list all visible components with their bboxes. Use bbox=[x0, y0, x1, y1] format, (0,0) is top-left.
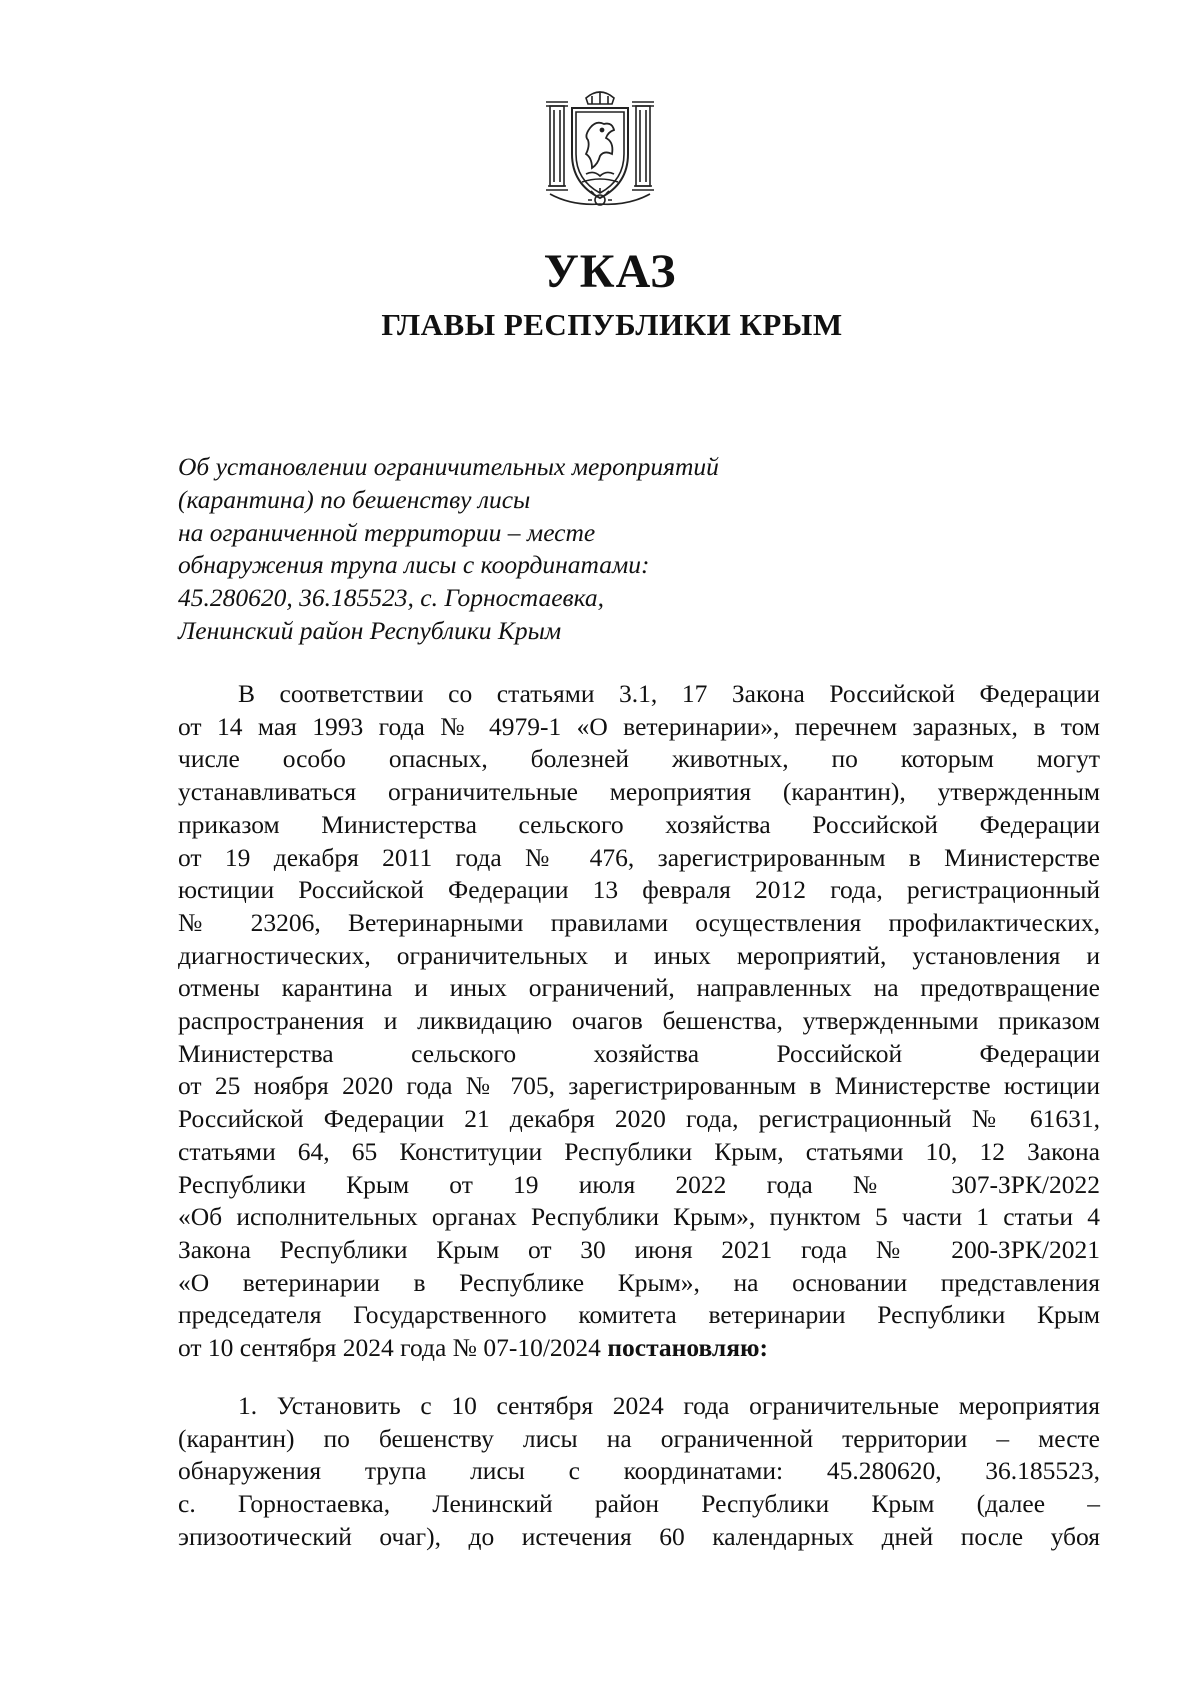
item-1-line: (карантин) по бешенству лисы на ограниченной территории – месте bbox=[178, 1423, 1100, 1453]
preamble-line: «Об исполнительных органах Республики Крым», пунктом 5 части 1 статьи 4 bbox=[178, 1202, 1100, 1232]
preamble-line: приказом Министерства сельского хозяйства Российской Федерации bbox=[178, 809, 1100, 839]
decree-subject bbox=[178, 451, 818, 648]
preamble-paragraph bbox=[178, 678, 1100, 1365]
preamble-last-line bbox=[178, 1332, 1100, 1365]
item-1-line: обнаружения трупа лисы с координатами: 45.280620, 36.185523, bbox=[178, 1456, 1100, 1486]
subject-line: 45.280620, 36.185523, с. Горностаевка, bbox=[178, 583, 605, 613]
item-1-line: 1. Установить с 10 сентября 2024 года ограничительные мероприятия bbox=[238, 1391, 1100, 1420]
subject-line: обнаружения трупа лисы с координатами: bbox=[178, 550, 650, 580]
preamble-line: от 25 ноября 2020 года № 705, зарегистрированным в Министерстве юстиции bbox=[178, 1071, 1100, 1101]
preamble-line: Министерства сельского хозяйства Российской Федерации bbox=[178, 1038, 1100, 1068]
item-1-line: эпизоотический очаг), до истечения 60 календарных дней после убоя bbox=[178, 1521, 1100, 1551]
preamble-line: от 19 декабря 2011 года № 476, зарегистрированным в Министерстве bbox=[178, 842, 1100, 872]
subject-line: (карантина) по бешенству лисы bbox=[178, 484, 531, 514]
item-1-line: с. Горностаевка, Ленинский район Республики Крым (далее – bbox=[178, 1489, 1100, 1519]
subject-line: Об установлении ограничительных мероприятий bbox=[178, 452, 719, 481]
subject-line: Ленинский район Республики Крым bbox=[178, 615, 562, 645]
preamble-line: Республики Крым от 19 июля 2022 года № 307-ЗРК/2022 bbox=[178, 1169, 1100, 1199]
preamble-line: юстиции Российской Федерации 13 февраля 2012 года, регистрационный bbox=[178, 875, 1100, 905]
preamble-line: Закона Республики Крым от 30 июня 2021 года № 200-ЗРК/2021 bbox=[178, 1234, 1100, 1264]
preamble-line: числе особо опасных, болезней животных, по которым могут bbox=[178, 744, 1100, 774]
preamble-line: «О ветеринарии в Республике Крым», на основании представления bbox=[178, 1267, 1100, 1297]
preamble-line: председателя Государственного комитета ветеринарии Республики Крым bbox=[178, 1300, 1100, 1330]
preamble-line: Российской Федерации 21 декабря 2020 года, регистрационный № 61631, bbox=[178, 1104, 1100, 1134]
preamble-line: статьями 64, 65 Конституции Республики Крым, статьями 10, 12 Закона bbox=[178, 1136, 1100, 1166]
decree-word: постановляю: bbox=[607, 1333, 768, 1363]
preamble-line: диагностических, ограничительных и иных мероприятий, установления и bbox=[178, 940, 1100, 970]
coat-of-arms-icon bbox=[542, 84, 658, 208]
item-1-paragraph bbox=[178, 1390, 1100, 1554]
preamble-line: распространения и ликвидацию очагов бешенства, утвержденными приказом bbox=[178, 1006, 1100, 1036]
preamble-line: отмены карантина и иных ограничений, направленных на предотвращение bbox=[178, 973, 1100, 1003]
document-title: УКАЗ bbox=[543, 245, 677, 298]
preamble-line: В соответствии со статьями 3.1, 17 Закона Российской Федерации bbox=[238, 679, 1100, 708]
preamble-line: устанавливаться ограничительные мероприятия (карантин), утвержденным bbox=[178, 777, 1100, 807]
preamble-line: от 14 мая 1993 года № 4979-1 «О ветеринарии», перечнем заразных, в том bbox=[178, 711, 1100, 741]
subject-line: на ограниченной территории – месте bbox=[178, 517, 596, 547]
document-subtitle: ГЛАВЫ РЕСПУБЛИКИ КРЫМ bbox=[381, 307, 843, 342]
preamble-last-line-text: от 10 сентября 2024 года № 07-10/2024 bbox=[178, 1333, 601, 1363]
preamble-line: № 23206, Ветеринарными правилами осуществления профилактических, bbox=[178, 907, 1100, 937]
